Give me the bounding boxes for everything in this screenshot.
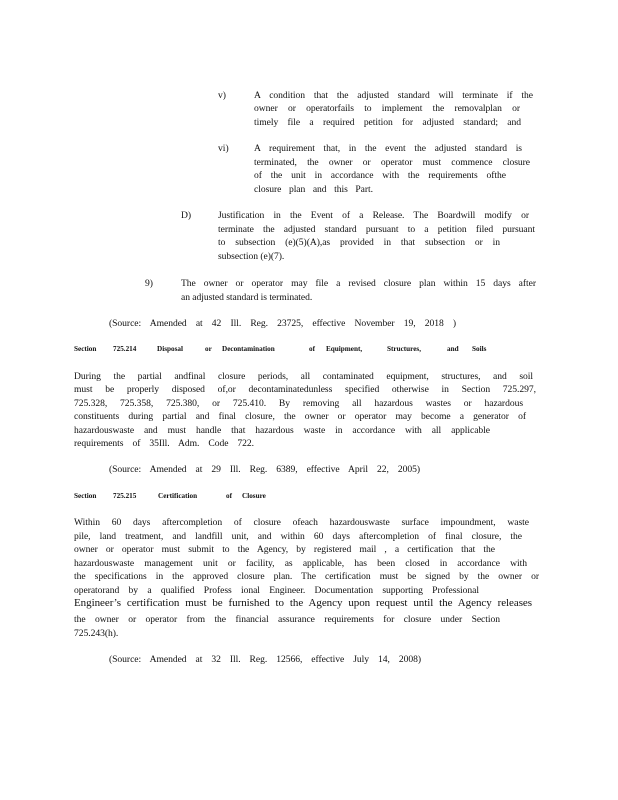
item-D-line-4: subsection (e)(7).	[218, 251, 285, 262]
para-214-line-1: During the partial andfinal closure periods, all contaminated equipment, structures, and soil	[74, 371, 533, 382]
item-vi-line-2: terminated, the owner or operator must commence closure	[254, 157, 530, 168]
para-215-line-4: hazardouswaste management unit or facility, as applicable, has been closed in accordance with	[74, 558, 527, 569]
item-D-line-2: terminate the adjusted standard pursuant to a petition filed pursuant	[218, 224, 535, 235]
para-215-line-5: the specifications in the approved closure plan. The certification must be signed by the owner or	[74, 571, 539, 582]
para-215-line-1: Within 60 days aftercompletion of closure ofeach hazardouswaste surface impoundment, waste	[74, 517, 529, 528]
para-215-line-9: 725.243(h).	[74, 628, 119, 639]
section-214-title-w3: Decontamination	[222, 345, 275, 353]
item-D-label: D)	[181, 210, 192, 221]
item-vi-label: vi)	[218, 143, 229, 154]
item-9-label: 9)	[145, 278, 153, 289]
item-vi-line-3: of the unit in accordance with the requirements ofthe	[254, 170, 506, 181]
section-214-title-w7: and	[447, 345, 459, 353]
item-vi-line-1: A requirement that, in the event the adjusted standard is	[254, 143, 522, 154]
para-214-line-2: must be properly disposed of,or decontaminatedunless specified otherwise in Section 725.297,	[74, 384, 536, 395]
section-215-title-w3: Closure	[242, 492, 266, 500]
para-215-line-8: the owner or operator from the financial assurance requirements for closure under Section	[74, 614, 500, 625]
item-v-line-1: A condition that the adjusted standard will terminate if the	[254, 90, 533, 101]
section-214-title-w8: Soils	[472, 345, 487, 353]
item-v-label: v)	[218, 90, 226, 101]
section-215-title-w2: of	[226, 492, 232, 500]
source-note-3: (Source: Amended at 32 Ill. Reg. 12566, effective July 14, 2008)	[109, 654, 421, 665]
section-214-title-w6: Structures,	[387, 345, 422, 353]
section-214-title-w2: or	[205, 345, 212, 353]
para-215-line-6: operatorand by a qualified Profess ional Engineer. Documentation supporting Professional	[74, 585, 479, 596]
item-v-line-2: owner or operatorfails to implement the removalplan or	[254, 103, 520, 114]
section-214-number: 725.214	[113, 345, 137, 353]
section-215-number: 725.215	[113, 492, 137, 500]
section-214-title-w1: Disposal	[157, 345, 183, 353]
para-214-line-6: requirements of 35Ill. Adm. Code 722.	[74, 438, 254, 449]
section-214-title-w4: of	[309, 345, 315, 353]
para-215-line-7: Engineer’s certification must be furnished to the Agency upon request until the Agency releases	[74, 597, 532, 609]
item-D-line-1: Justification in the Event of a Release. The Boardwill modify or	[218, 210, 529, 221]
para-214-line-3: 725.328, 725.358, 725.380, or 725.410. By removing all hazardous wastes or hazardous	[74, 398, 523, 409]
item-vi-line-4: closure plan and this Part.	[254, 184, 373, 195]
source-note-1: (Source: Amended at 42 Ill. Reg. 23725, effective November 19, 2018 )	[109, 318, 456, 329]
section-215-title-w1: Certification	[158, 492, 198, 500]
item-D-line-3: to subsection (e)(5)(A),as provided in that subsection or in	[218, 237, 500, 248]
section-214-word: Section	[74, 345, 97, 353]
item-9-line-1: The owner or operator may file a revised closure plan within 15 days after	[181, 278, 536, 289]
para-215-line-3: owner or operator must submit to the Agency, by registered mail , a certification that the	[74, 544, 495, 555]
section-215-word: Section	[74, 492, 97, 500]
para-214-line-4: constituents during partial and final closure, the owner or operator may become a generator of	[74, 411, 526, 422]
para-214-line-5: hazardouswaste and must handle that hazardous waste in accordance with all applicable	[74, 425, 490, 436]
para-215-line-2: pile, land treatment, and landfill unit, and within 60 days aftercompletion of final closure, the	[74, 531, 522, 542]
source-note-2: (Source: Amended at 29 Ill. Reg. 6389, effective April 22, 2005)	[109, 464, 420, 475]
item-9-line-2: an adjusted standard is terminated.	[181, 292, 313, 303]
item-v-line-3: timely file a required petition for adjusted standard; and	[254, 117, 521, 128]
section-214-title-w5: Equipment,	[326, 345, 363, 353]
